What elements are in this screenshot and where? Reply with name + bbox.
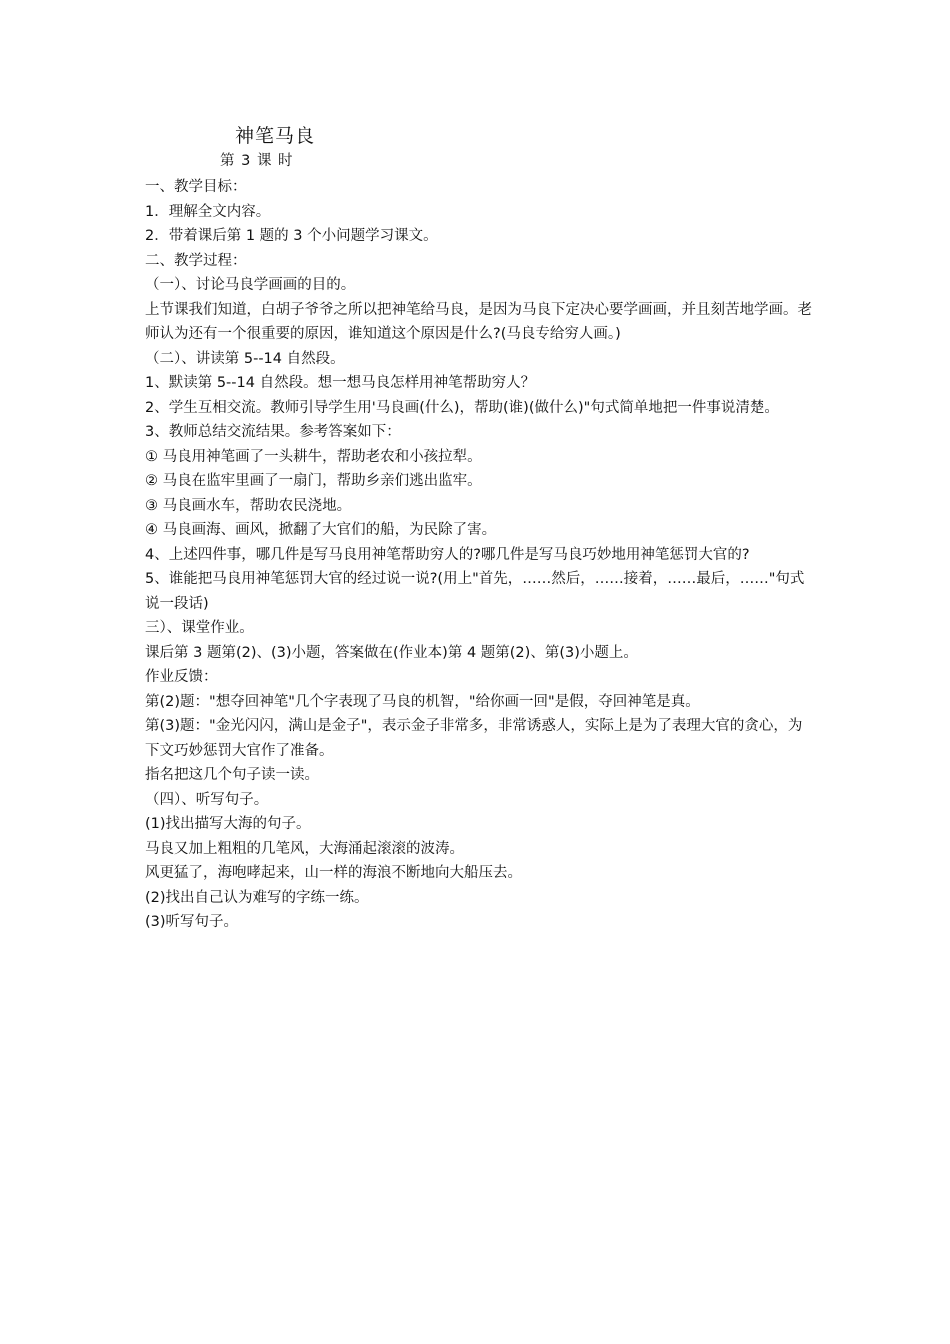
paragraph: 上节课我们知道，白胡子爷爷之所以把神笔给马良，是因为马良下定决心要学画画，并且刻苦地学画。老师认为还有一个很重要的原因，谁知道这个原因是什么?(马良专给穷人画。) (145, 301, 812, 342)
paragraph: 4、上述四件事，哪几件是写马良用神笔帮助穷人的?哪几件是写马良巧妙地用神笔惩罚大官的? (145, 546, 750, 563)
paragraph: (2)找出自己认为难写的字练一练。 (145, 889, 369, 906)
paragraph: 马良又加上粗粗的几笔风，大海涌起滚滚的波涛。 (145, 840, 464, 857)
paragraph: 风更猛了，海咆哮起来，山一样的海浪不断地向大船压去。 (145, 865, 522, 881)
paragraph: （四）、听写句子。 (145, 791, 269, 808)
paragraph: 3、教师总结交流结果。参考答案如下： (145, 424, 401, 440)
paragraph: （一）、讨论马良学画画的目的。 (145, 277, 356, 293)
paragraph: 1．理解全文内容。 (145, 203, 271, 220)
lesson-subtitle: 第 3 课 时 (220, 153, 293, 169)
paragraph: ② 马良在监牢里画了一扇门，帮助乡亲们逃出监牢。 (145, 473, 482, 489)
paragraph: 指名把这几个句子读一读。 (145, 767, 319, 783)
paragraph: ④ 马良画海、画风，掀翻了大官们的船，为民除了害。 (145, 522, 497, 538)
page-title: 神笔马良 (235, 125, 316, 147)
paragraph: 二、教学过程： (145, 252, 247, 269)
paragraph: (1)找出描写大海的句子。 (145, 816, 311, 832)
paragraph: 三）、课堂作业。 (145, 620, 254, 636)
paragraph: 作业反馈： (145, 669, 218, 685)
paragraph: 1、默读第 5--14 自然段。想一想马良怎样用神笔帮助穷人？ (145, 375, 536, 391)
paragraph: （二）、讲读第 5--14 自然段。 (145, 350, 345, 367)
paragraph: ① 马良用神笔画了一头耕牛，帮助老农和小孩拉犁。 (145, 448, 482, 465)
paragraph: 2．带着课后第 1 题的 3 个小问题学习课文。 (145, 228, 438, 244)
paragraph: 课后第 3 题第(2)、(3)小题，答案做在(作业本)第 4 题第(2)、第(3)小题上。 (145, 644, 638, 661)
document-body (145, 175, 813, 935)
paragraph: 一、教学目标： (145, 179, 247, 195)
paragraph: 第(3)题："金光闪闪，满山是金子"，表示金子非常多，非常诱惑人，实际上是为了表理大官的贪心，为下文巧妙惩罚大官作了准备。 (145, 718, 803, 759)
paragraph: (3)听写句子。 (145, 914, 239, 930)
paragraph: 第(2)题："想夺回神笔"几个字表现了马良的机智，"给你画一回"是假，夺回神笔是真。 (145, 693, 700, 710)
paragraph: 5、谁能把马良用神笔惩罚大官的经过说一说?(用上"首先，……然后，……接着，……最后，……"句式说一段话) (145, 571, 805, 612)
paragraph: ③ 马良画水车，帮助农民浇地。 (145, 497, 352, 514)
paragraph: 2、学生互相交流。教师引导学生用'马良画(什么)，帮助(谁)(做什么)"句式简单地把一件事说清楚。 (145, 399, 779, 416)
